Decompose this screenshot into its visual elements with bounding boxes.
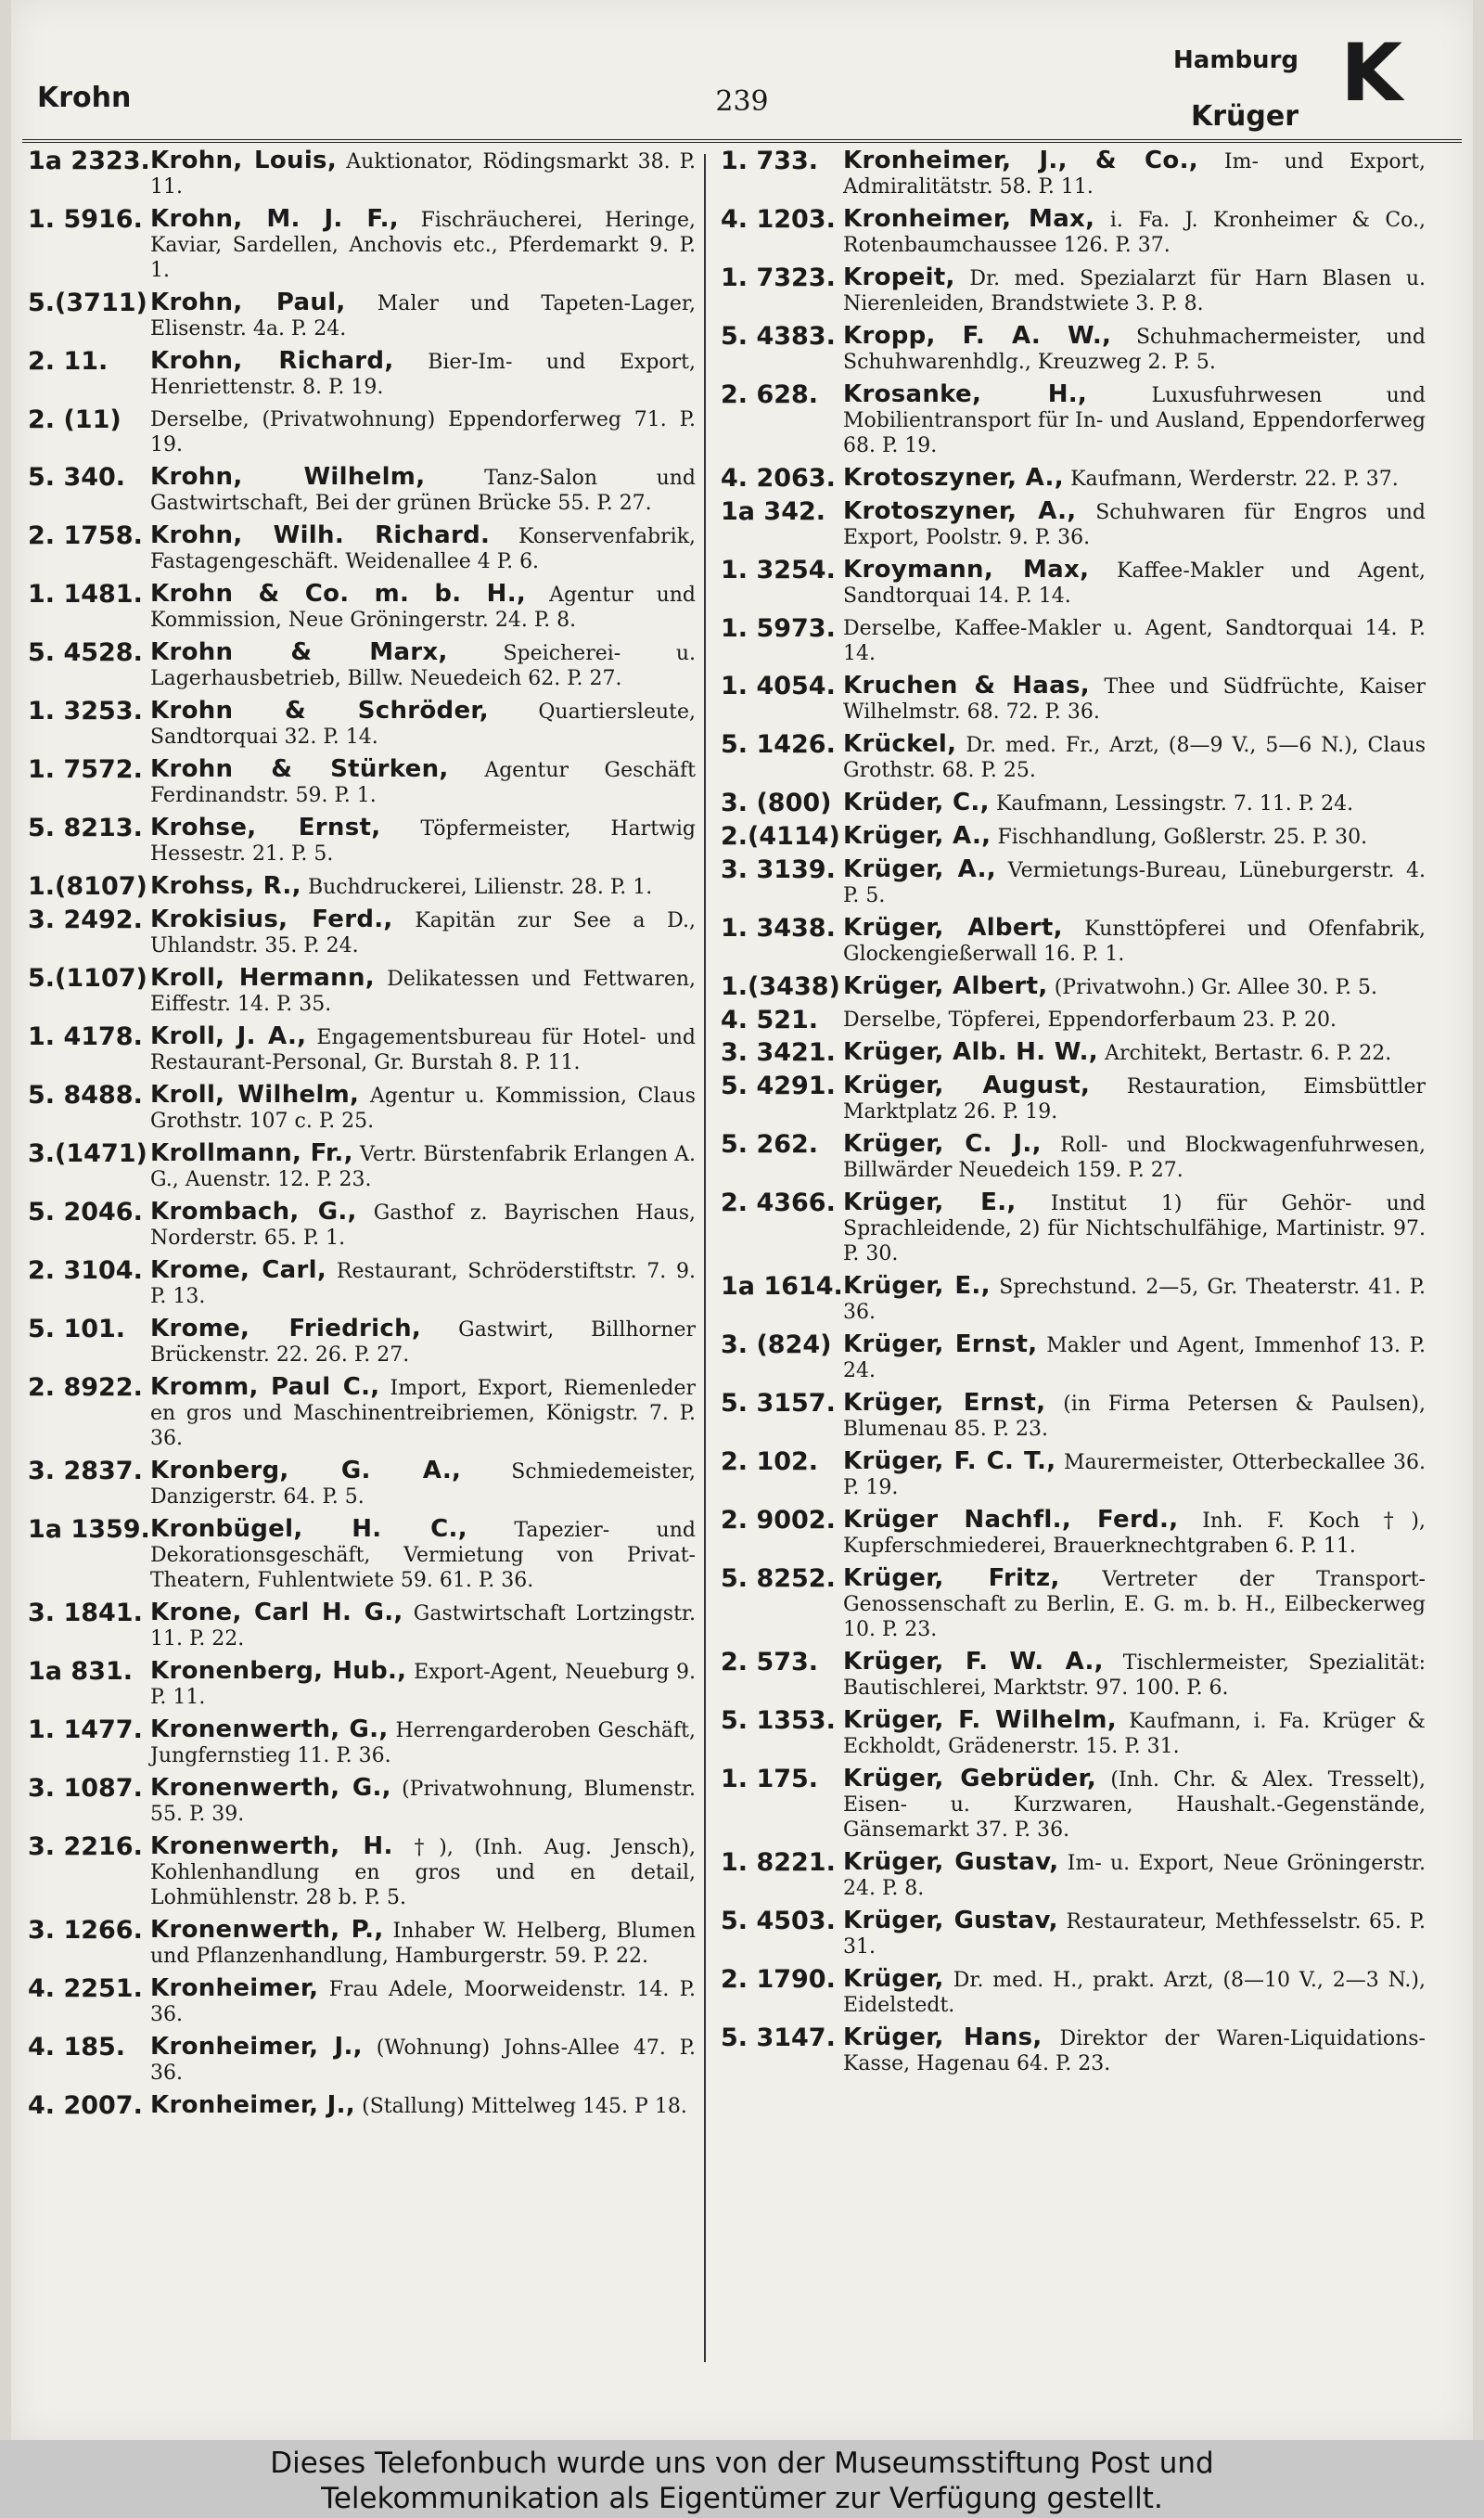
entry-details: Bier-Im- und Export, Henriettenstr. 8. P. 19.	[150, 351, 696, 399]
subscriber-name: Krome, Friedrich,	[150, 1315, 422, 1343]
phone-number: 2. 9002.	[721, 1506, 836, 1535]
subscriber-name: Krüger, Hans,	[843, 2023, 1043, 2051]
directory-entry	[721, 1708, 1426, 1759]
subscriber-name: Krüger, Ernst,	[843, 1389, 1046, 1417]
phone-number: 3. 1087.	[28, 1774, 143, 1803]
directory-entry	[721, 1908, 1426, 1959]
entry-details: Tapezier- und Dekorationsgeschäft, Vermietung von Privat-Theatern, Fuhlentwiete 59. 61. P. 36.	[150, 1519, 696, 1592]
right-column	[721, 148, 1426, 2084]
directory-entry	[721, 1073, 1426, 1124]
entry-details: Im- u. Export, Neue Gröningerstr. 24. P. 8.	[843, 1852, 1426, 1900]
subscriber-name: Krüger, Fritz,	[843, 1564, 1060, 1592]
subscriber-name: Krüger, Alb. H. W.,	[843, 1038, 1098, 1066]
subscriber-name: Kroll, Wilhelm,	[150, 1081, 360, 1109]
subscriber-name: Krüger, E.,	[843, 1272, 991, 1300]
subscriber-name: Krüger, August,	[843, 1072, 1091, 1099]
entry-details: Dr. med. H., prakt. Arzt, (8—10 V., 2—3 N.), Eidelstedt.	[843, 1969, 1426, 2017]
directory-entry	[28, 2093, 696, 2119]
subscriber-name: Krohn & Stürken,	[150, 755, 449, 783]
entry-details: Kunsttöpferei und Ofenfabrik, Glockengießerwall 16. P. 1.	[843, 918, 1426, 966]
subscriber-name: Krüder, C.,	[843, 789, 990, 816]
entry-details: Architekt, Bertastr. 6. P. 22.	[1105, 1042, 1392, 1065]
subscriber-name: Krohn & Co. m. b. H.,	[150, 580, 527, 608]
phone-number: 2. 3104.	[28, 1256, 143, 1285]
entry-details: Agentur und Kommission, Neue Gröningerstr. 24. P. 8.	[150, 584, 696, 632]
directory-entry	[721, 1566, 1426, 1642]
directory-entry	[28, 1717, 696, 1768]
phone-number: 5. 4528.	[28, 638, 143, 667]
subscriber-name: Krohse, Ernst,	[150, 814, 381, 841]
phone-number: 4. 2251.	[28, 1974, 143, 2003]
directory-entry	[28, 1024, 696, 1075]
directory-entry	[28, 1659, 696, 1710]
directory-entry	[28, 1141, 696, 1192]
phone-number: 2. 102.	[721, 1447, 819, 1476]
directory-entry	[28, 1517, 696, 1593]
directory-entry	[28, 816, 696, 867]
entry-details: (Inh. Chr. & Alex. Tresselt), Eisen- u. Kurzwaren, Haushalt.-Gegenstände, Gänsemarkt 37. P. 36.	[843, 1768, 1426, 1842]
phone-number: 1. 1481.	[28, 580, 143, 609]
archive-footer	[0, 2440, 1484, 2518]
entry-details: Kaufmann, i. Fa. Krüger & Eckholdt, Grädenerstr. 15. P. 31.	[843, 1710, 1426, 1758]
entry-details: Engagementsbureau für Hotel- und Restaurant-Personal, Gr. Burstah 8. P. 11.	[150, 1026, 696, 1074]
phone-number: 1.(3438)	[721, 972, 840, 1001]
entry-details: Gastwirtschaft Lortzingstr. 11. P. 22.	[150, 1602, 697, 1651]
directory-entry	[28, 1600, 696, 1651]
entry-details: Tischlermeister, Spezialität: Bautischlerei, Marktstr. 97. 100. P. 6.	[843, 1651, 1426, 1700]
phone-number: 1. 7572.	[28, 755, 143, 784]
subscriber-name: Kromm, Paul C.,	[150, 1373, 380, 1401]
directory-entry	[721, 1967, 1426, 2018]
directory-entry	[721, 1008, 1426, 1033]
phone-number: 5. 4383.	[721, 322, 836, 351]
entry-details: Restaurant, Schröderstiftstr. 7. 9. P. 13.	[150, 1260, 696, 1308]
entry-details: Vermietungs-Bureau, Lüneburgerstr. 4. P. 5.	[843, 859, 1426, 907]
phone-number: 2. 8922.	[28, 1373, 143, 1402]
directory-entry	[721, 616, 1426, 666]
entry-details: Gastwirt, Billhorner Brückenstr. 22. 26. P. 27.	[150, 1318, 696, 1367]
entry-details: Makler und Agent, Immenhof 13. P. 24.	[843, 1334, 1426, 1382]
subscriber-name: Krüger Nachfl., Ferd.,	[843, 1506, 1179, 1534]
directory-entry	[28, 966, 696, 1017]
subscriber-name: Krüger, Gustav,	[843, 1907, 1058, 1934]
directory-entry	[28, 1918, 696, 1969]
subscriber-name: Krüger, Gebrüder,	[843, 1765, 1096, 1792]
directory-entry	[28, 407, 696, 457]
entry-details: Agentur u. Kommission, Claus Grothstr. 107 c. P. 25.	[150, 1085, 696, 1133]
header-rule	[22, 139, 1462, 143]
header-left-name: Krohn	[37, 82, 132, 114]
directory-entry	[721, 499, 1426, 550]
subscriber-name: Krohss, R.,	[150, 872, 301, 900]
phone-number: 3. 1266.	[28, 1916, 143, 1945]
subscriber-name: Krüger,	[843, 1965, 944, 1993]
directory-entry	[28, 523, 696, 574]
phone-number: 2. (11)	[28, 405, 122, 434]
directory-entry	[721, 1132, 1426, 1183]
entry-details: Tanz-Salon und Gastwirtschaft, Bei der grünen Brücke 55. P. 27.	[150, 467, 697, 515]
entry-details: Inhaber W. Helberg, Blumen und Pflanzenhandlung, Hamburgerstr. 59. P. 22.	[150, 1920, 696, 1968]
directory-entry	[721, 207, 1426, 258]
phone-number: 1. 3253.	[28, 697, 143, 726]
subscriber-name: Krone, Carl H. G.,	[150, 1599, 403, 1626]
phone-number: 4. 185.	[28, 2033, 126, 2062]
phone-number: 1.(8107)	[28, 872, 147, 901]
phone-number: 5.(3711)	[28, 289, 147, 317]
subscriber-name: Kronbügel, H. C.,	[150, 1515, 467, 1543]
phone-number: 3. 3421.	[721, 1038, 836, 1067]
directory-entry	[28, 1976, 696, 2027]
directory-entry	[28, 1776, 696, 1827]
phone-number: 5. 8488.	[28, 1081, 143, 1110]
phone-number: 5. 8252.	[721, 1564, 836, 1593]
subscriber-name: Krohn, M. J. F.,	[150, 205, 399, 233]
subscriber-name: Krohn, Louis,	[150, 147, 337, 174]
entry-details: Thee und Südfrüchte, Kaiser Wilhelmstr. 68. 72. P. 36.	[843, 675, 1426, 724]
entry-details: Schmiedemeister, Danzigerstr. 64. P. 5.	[150, 1460, 696, 1509]
entry-details: Kaufmann, Werderstr. 22. P. 37.	[1070, 468, 1399, 491]
directory-entry	[721, 1650, 1426, 1701]
entry-details: Kapitän zur See a D., Uhlandstr. 35. P. 24.	[150, 909, 696, 957]
phone-number: 3. (800)	[721, 789, 832, 817]
subscriber-name: Krüger, Albert,	[843, 972, 1048, 1000]
subscriber-name: Krüger, F. W. A.,	[843, 1648, 1104, 1676]
subscriber-name: Kronheimer,	[150, 1974, 319, 2002]
phone-number: 5. 1426.	[721, 730, 836, 759]
entry-details: Frau Adele, Moorweidenstr. 14. P. 36.	[150, 1978, 696, 2026]
entry-details: (Privatwohnung, Blumenstr. 55. P. 39.	[150, 1778, 696, 1826]
phone-number: 3. 3139.	[721, 855, 836, 884]
phone-number: 4. 2063.	[721, 464, 836, 493]
directory-entry	[721, 1040, 1426, 1066]
phone-number: 1. 4054.	[721, 672, 836, 700]
subscriber-name: Kronberg, G. A.,	[150, 1457, 462, 1484]
phone-number: 1a 1359.	[28, 1515, 150, 1544]
phone-number: 1a 831.	[28, 1657, 134, 1686]
directory-entry	[721, 824, 1426, 850]
phone-number: 5. 101.	[28, 1315, 126, 1343]
subscriber-name: Kronenberg, Hub.,	[150, 1657, 407, 1685]
directory-entry	[28, 290, 696, 341]
subscriber-name: Kronheimer, Max,	[843, 205, 1095, 233]
directory-entry	[28, 699, 696, 750]
entry-details: Vertr. Bürstenfabrik Erlangen A. G., Auenstr. 12. P. 23.	[150, 1143, 696, 1191]
entry-details: Schuhwaren für Engros und Export, Poolstr. 9. P. 36.	[843, 501, 1426, 549]
phone-number: 3. 2837.	[28, 1457, 143, 1485]
phone-number: 5. 262.	[721, 1130, 819, 1159]
phone-number: 2. 4366.	[721, 1188, 836, 1217]
directory-entry	[28, 1083, 696, 1134]
phone-number: 5. 1353.	[721, 1706, 836, 1735]
subscriber-name: Krüger, A.,	[843, 855, 996, 883]
entry-details: Kaffee-Makler und Agent, Sandtorquai 14. P. 14.	[843, 559, 1426, 608]
directory-entry	[28, 874, 696, 900]
subscriber-name: Kropeit,	[843, 263, 955, 291]
phone-number: 1. 175.	[721, 1765, 819, 1793]
subscriber-name: Krohn & Marx,	[150, 638, 448, 666]
phone-number: 1. 3254.	[721, 556, 836, 585]
directory-entry	[721, 916, 1426, 967]
entry-details: Inh. F. Koch †), Kupferschmiederei, Brauerknechtgraben 6. P. 11.	[843, 1510, 1426, 1558]
subscriber-name: Krüger, Albert,	[843, 914, 1063, 942]
entry-details: (Privatwohn.) Gr. Allee 30. P. 5.	[1054, 976, 1377, 999]
directory-entry	[28, 907, 696, 958]
subscriber-name: Krüger, E.,	[843, 1188, 1017, 1216]
phone-number: 3. 2216.	[28, 1832, 143, 1861]
directory-entry	[721, 674, 1426, 725]
phone-number: 3.(1471)	[28, 1139, 147, 1168]
directory-entry	[721, 1449, 1426, 1500]
directory-entry	[721, 974, 1426, 1000]
subscriber-name: Kronheimer, J.,	[150, 2091, 355, 2119]
subscriber-name: Kroymann, Max,	[843, 556, 1090, 584]
entry-details: Export-Agent, Neueburg 9. P. 11.	[150, 1661, 696, 1709]
entry-details: Fischräucherei, Heringe, Kaviar, Sardellen, Anchovis etc., Pferdemarkt 9. P. 1.	[150, 209, 696, 282]
entry-details: Luxusfuhrwesen und Mobilientransport für In- und Ausland, Eppendorferweg 68. P. 19.	[843, 384, 1426, 457]
entry-details: Maler und Tapeten-Lager, Elisenstr. 4a. P. 24.	[150, 292, 696, 340]
phone-number: 4. 2007.	[28, 2091, 143, 2120]
entry-details: Auktionator, Rödingsmarkt 38. P. 11.	[150, 150, 696, 199]
subscriber-name: Kronenwerth, H.	[150, 1832, 393, 1860]
entry-details: Konservenfabrik, Fastagengeschäft. Weidenallee 4 P. 6.	[150, 525, 697, 573]
page-number: 239	[715, 85, 769, 118]
entry-details: Dr. med. Fr., Arzt, (8—9 V., 5—6 N.), Claus Grothstr. 68. P. 25.	[843, 734, 1426, 782]
directory-entry	[28, 1200, 696, 1251]
header-right-name: Krüger	[1190, 100, 1298, 133]
entry-details: Buchdruckerei, Lilienstr. 28. P. 1.	[307, 876, 653, 899]
directory-entry	[721, 265, 1426, 316]
entry-details: Dr. med. Spezialarzt für Harn Blasen u. Nierenleiden, Brandstwiete 3. P. 8.	[843, 267, 1426, 315]
phone-number: 5.(1107)	[28, 964, 147, 993]
entry-details: Im- und Export, Admiralitätstr. 58. P. 11.	[843, 150, 1426, 199]
subscriber-name: Krombach, G.,	[150, 1198, 357, 1226]
entry-details: Derselbe, Töpferei, Eppendorferbaum 23. P. 20.	[843, 1008, 1337, 1032]
phone-number: 2. 1758.	[28, 521, 143, 550]
phone-number: 3. (824)	[721, 1330, 832, 1359]
phone-number: 5. 340.	[28, 463, 126, 492]
entry-details: Töpfermeister, Hartwig Hessestr. 21. P. 5.	[150, 817, 696, 866]
entry-details: Delikatessen und Fettwaren, Eiffestr. 14. P. 35.	[150, 968, 696, 1016]
header-city: Hamburg	[1173, 46, 1298, 74]
entry-details: Vertreter der Transport-Genossenschaft zu Berlin, E. G. m. b. H., Eilbeckerweg 10. P. 23.	[843, 1568, 1426, 1641]
subscriber-name: Krohn, Paul,	[150, 289, 346, 316]
phone-number: 1a 1614.	[721, 1272, 843, 1301]
entry-details: †), (Inh. Aug. Jensch), Kohlenhandlung en gros und en detail, Lohmühlenstr. 28 b. P. 5.	[150, 1836, 696, 1909]
subscriber-name: Krosanke, H.,	[843, 380, 1088, 408]
subscriber-name: Krotoszyner, A.,	[843, 464, 1064, 492]
phone-number: 4. 521.	[721, 1006, 819, 1034]
left-column	[28, 148, 696, 2126]
entry-details: Quartiersleute, Sandtorquai 32. P. 14.	[150, 700, 696, 749]
entry-details: Herrengarderoben Geschäft, Jungfernstieg 11. P. 36.	[150, 1719, 696, 1767]
subscriber-name: Krome, Carl,	[150, 1256, 327, 1284]
phone-number: 2. 628.	[721, 380, 819, 409]
phone-number: 3. 2492.	[28, 906, 143, 934]
subscriber-name: Kronenwerth, P.,	[150, 1916, 384, 1944]
phone-number: 1. 733.	[721, 147, 819, 175]
phone-number: 2. 573.	[721, 1648, 819, 1677]
phone-number: 2. 11.	[28, 347, 109, 376]
directory-entry	[28, 1375, 696, 1451]
directory-entry	[28, 349, 696, 400]
directory-entry	[721, 2025, 1426, 2076]
entry-details: Direktor der Waren-Liquidations-Kasse, Hagenau 64. P. 23.	[843, 2027, 1426, 2075]
phone-number: 1. 5916.	[28, 205, 143, 234]
entry-details: i. Fa. J. Kronheimer & Co., Rotenbaumchaussee 126. P. 37.	[843, 209, 1426, 257]
directory-entry	[28, 582, 696, 633]
directory-entry	[721, 732, 1426, 783]
directory-entry	[28, 2035, 696, 2086]
entry-details: Speicherei- u. Lagerhausbetrieb, Billw. Neuedeich 62. P. 27.	[150, 642, 696, 690]
page-header	[28, 0, 1456, 139]
entry-details: Sprechstund. 2—5, Gr. Theaterstr. 41. P. 36.	[843, 1276, 1426, 1324]
directory-entry	[721, 466, 1426, 492]
phone-number: 5. 4291.	[721, 1072, 836, 1100]
entry-details: Maurermeister, Otterbeckallee 36. P. 19.	[843, 1451, 1426, 1499]
subscriber-name: Krohn, Wilh. Richard.	[150, 521, 491, 549]
footer-line-1: Dieses Telefonbuch wurde uns von der Museumsstiftung Post und	[270, 2447, 1214, 2480]
entry-details: Restauration, Eimsbüttler Marktplatz 26. P. 19.	[843, 1075, 1426, 1124]
subscriber-name: Krückel,	[843, 730, 957, 758]
phone-number: 4. 1203.	[721, 205, 836, 234]
phone-number: 1. 8221.	[721, 1848, 836, 1877]
directory-entry	[721, 148, 1426, 199]
directory-entry	[721, 857, 1426, 908]
subscriber-name: Krohn & Schröder,	[150, 697, 489, 725]
entry-details: Institut 1) für Gehör- und Sprachleidende, 2) für Nichtschulfähige, Martinistr. 97. P. 30.	[843, 1192, 1426, 1265]
directory-entry	[721, 1850, 1426, 1901]
subscriber-name: Kronheimer, J.,	[150, 2033, 363, 2061]
directory-entry	[721, 1391, 1426, 1442]
subscriber-name: Krohn, Richard,	[150, 347, 394, 375]
directory-entry	[721, 790, 1426, 816]
subscriber-name: Krollmann, Fr.,	[150, 1139, 353, 1167]
footer-line-2: Telekommunikation als Eigentümer zur Verfügung gestellt.	[321, 2482, 1163, 2515]
directory-entry	[721, 382, 1426, 458]
directory-entry	[28, 640, 696, 691]
phone-number: 3. 1841.	[28, 1599, 143, 1627]
subscriber-name: Kroll, J. A.,	[150, 1022, 307, 1050]
directory-entry	[721, 1190, 1426, 1266]
phone-number: 1. 4178.	[28, 1022, 143, 1051]
directory-entry	[28, 148, 696, 199]
entry-details: (Stallung) Mittelweg 145. P 18.	[362, 2095, 687, 2118]
phone-number: 5. 4503.	[721, 1907, 836, 1935]
entry-details: (Wohnung) Johns-Allee 47. P. 36.	[150, 2036, 696, 2085]
subscriber-name: Kropp, F. A. W.,	[843, 322, 1112, 350]
entry-details: Fischhandlung, Goßlerstr. 25. P. 30.	[997, 826, 1368, 849]
phone-number: 1a 342.	[721, 497, 826, 526]
phone-number: 1a 2323.	[28, 147, 150, 175]
directory-entry	[28, 465, 696, 516]
phone-number: 1. 5973.	[721, 614, 836, 643]
column-divider	[704, 154, 706, 2362]
directory-entry	[28, 1317, 696, 1368]
directory-entry	[28, 1834, 696, 1910]
directory-entry	[28, 757, 696, 808]
directory-entry	[28, 1258, 696, 1309]
phone-number: 5. 3147.	[721, 2023, 836, 2052]
directory-page	[11, 0, 1473, 2440]
subscriber-name: Kruchen & Haas,	[843, 672, 1090, 700]
entry-details: Derselbe, Kaffee-Makler u. Agent, Sandtorquai 14. P. 14.	[843, 617, 1426, 665]
entry-details: Agentur Geschäft Ferdinandstr. 59. P. 1.	[150, 759, 697, 807]
directory-entry	[28, 1458, 696, 1510]
subscriber-name: Krüger, C. J.,	[843, 1130, 1042, 1158]
subscriber-name: Krokisius, Ferd.,	[150, 906, 393, 933]
subscriber-name: Krohn, Wilhelm,	[150, 463, 426, 491]
entry-details: Import, Export, Riemenleder en gros und Maschinentreibriemen, Königstr. 7. P. 36.	[150, 1377, 696, 1450]
entry-details: Restaurateur, Methfesselstr. 65. P. 31.	[843, 1910, 1426, 1959]
subscriber-name: Krotoszyner, A.,	[843, 497, 1077, 525]
phone-number: 5. 3157.	[721, 1389, 836, 1418]
directory-entry	[721, 1274, 1426, 1325]
phone-number: 1. 3438.	[721, 914, 836, 943]
directory-entry	[721, 1766, 1426, 1843]
subscriber-name: Krüger, Gustav,	[843, 1848, 1059, 1876]
entry-details: Roll- und Blockwagenfuhrwesen, Billwärder Neuedeich 159. P. 27.	[843, 1134, 1426, 1182]
phone-number: 1. 7323.	[721, 263, 836, 292]
phone-number: 5. 8213.	[28, 814, 143, 842]
subscriber-name: Krüger, F. C. T.,	[843, 1447, 1056, 1475]
directory-entry	[721, 558, 1426, 609]
phone-number: 2.(4114)	[721, 822, 840, 851]
subscriber-name: Krüger, Ernst,	[843, 1330, 1038, 1358]
subscriber-name: Kronheimer, J., & Co.,	[843, 147, 1198, 174]
directory-entry	[721, 1332, 1426, 1383]
entry-details: Schuhmachermeister, und Schuhwarenhdlg., Kreuzweg 2. P. 5.	[843, 326, 1426, 374]
directory-entry	[721, 324, 1426, 375]
entry-details: Kaufmann, Lessingstr. 7. 11. P. 24.	[995, 792, 1354, 816]
directory-entry	[721, 1508, 1426, 1559]
phone-number: 2. 1790.	[721, 1965, 836, 1994]
header-section-letter: K	[1340, 27, 1402, 120]
subscriber-name: Kronenwerth, G.,	[150, 1715, 389, 1743]
entry-details: Gasthof z. Bayrischen Haus, Norderstr. 65. P. 1.	[150, 1201, 696, 1250]
subscriber-name: Kroll, Hermann,	[150, 964, 375, 992]
phone-number: 1. 1477.	[28, 1715, 143, 1744]
subscriber-name: Krüger, F. Wilhelm,	[843, 1706, 1117, 1734]
entry-details: (in Firma Petersen & Paulsen), Blumenau 85. P. 23.	[843, 1393, 1426, 1441]
subscriber-name: Kronenwerth, G.,	[150, 1774, 391, 1802]
entry-details: Derselbe, (Privatwohnung) Eppendorferweg 71. P. 19.	[150, 408, 696, 456]
directory-entry	[28, 207, 696, 283]
phone-number: 5. 2046.	[28, 1198, 143, 1227]
subscriber-name: Krüger, A.,	[843, 822, 991, 850]
